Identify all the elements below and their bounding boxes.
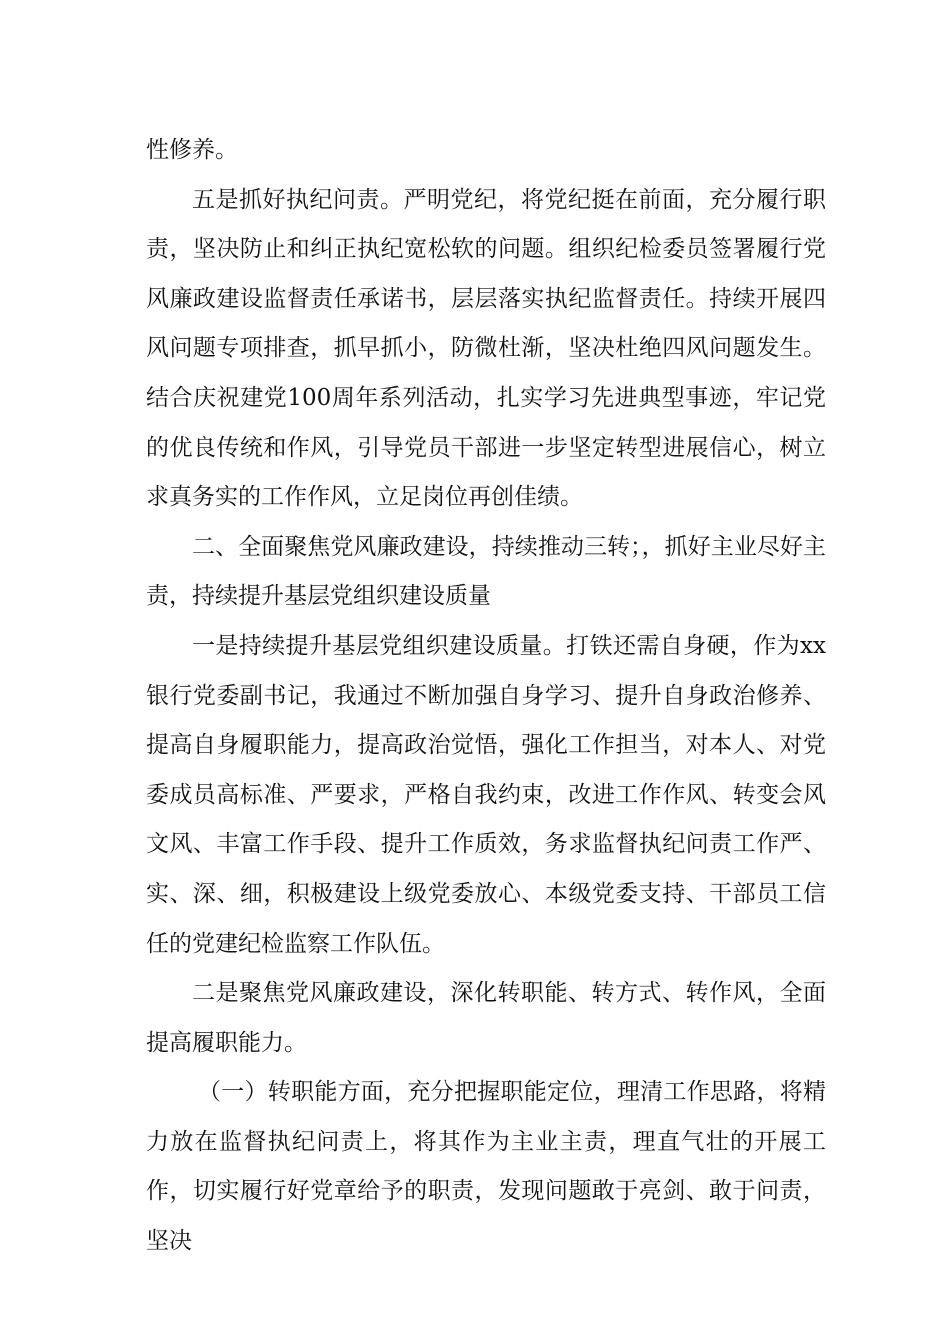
section-heading-two: 二、全面聚焦党风廉政建设，持续推动三转；，抓好主业尽好主责，持续提升基层党组织建设质量 xyxy=(146,533,826,610)
paragraph-party-organization: 一是持续提升基层党组织建设质量。打铁还需自身硬，作为xx银行党委副书记，我通过不断加强自身学习、提升自身政治修养、提高自身履职能力，提高政治觉悟，强化工作担当，对本人、对党委成员高标准、严要求，严格自我约束，改进工作作风、转变会风文风、丰富工作手段、提升工作质效，务求监督执纪问责工作严、实、深、细，积极建设上级党委放心、本级党委支持、干部员工信任的党建纪检监察工作队伍。 xyxy=(146,632,826,957)
paragraph-continuation: 性修养。 xyxy=(146,137,238,163)
document-page xyxy=(146,126,826,1267)
paragraph-function-transformation: （一）转职能方面，充分把握职能定位，理清工作思路，将精力放在监督执纪问责上，将其作为主业主责，理直气壮的开展工作，切实履行好党章给予的职责，发现问题敢于亮剑、敢于问责，坚决 xyxy=(146,1079,826,1255)
paragraph-discipline-accountability: 五是抓好执纪问责。严明党纪，将党纪挺在前面，充分履行职责，坚决防止和纠正执纪宽松软的问题。组织纪检委员签署履行党风廉政建设监督责任承诺书，层层落实执纪监督责任。持续开展四风问题专项排查，抓早抓小，防微杜渐，坚决杜绝四风问题发生。结合庆祝建党100周年系列活动，扎实学习先进典型事迹，牢记党的优良传统和作风，引导党员干部进一步坚定转型进展信心，树立求真务实的工作作风，立足岗位再创佳绩。 xyxy=(146,186,826,511)
paragraph-integrity-building: 二是聚焦党风廉政建设，深化转职能、转方式、转作风，全面提高履职能力。 xyxy=(146,980,826,1056)
